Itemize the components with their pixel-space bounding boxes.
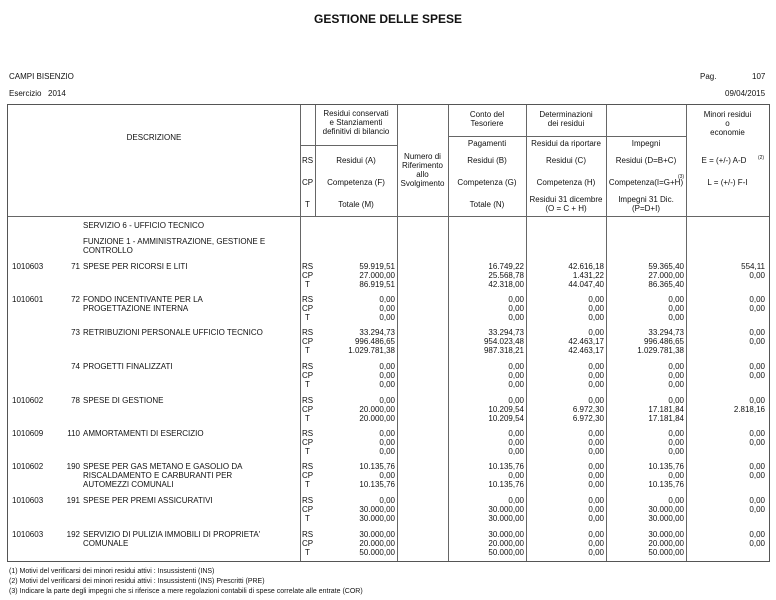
report-table (7, 104, 770, 562)
amount-e: 0,00 (749, 271, 765, 280)
row-type-label: T (305, 313, 310, 322)
amount-d: 0,00 (668, 362, 684, 371)
col-residui-d: Residui (D=B+C) (615, 156, 677, 165)
row-type-label: RS (301, 295, 314, 304)
footnote-2: (2) Motivi del verificarsi dei minori residui attivi : Insussistenti (INS) Prescritti (PRE) (9, 578, 265, 585)
amount-a: 27.000,00 (359, 271, 395, 280)
row-type-label: CP (301, 271, 314, 280)
col-residui-b: Residui (B) (467, 156, 507, 165)
amount-b: 30.000,00 (488, 514, 524, 523)
amount-b: 20.000,00 (488, 539, 524, 548)
amount-b: 954.023,48 (483, 337, 524, 346)
amount-c: 0,00 (588, 429, 604, 438)
row-type-label: RS (301, 429, 314, 438)
row-type-label: T (305, 380, 310, 389)
amount-d: 0,00 (668, 429, 684, 438)
amount-e: 0,00 (749, 471, 765, 480)
amount-a: 0,00 (379, 429, 395, 438)
amount-e: 0,00 (749, 539, 765, 548)
amount-b: 10.209,54 (488, 414, 524, 423)
amount-d: 50.000,00 (648, 548, 684, 557)
row-code: 1010601 (12, 295, 44, 304)
amount-c: 0,00 (588, 362, 604, 371)
amount-e: 0,00 (749, 295, 765, 304)
amount-b: 0,00 (508, 295, 524, 304)
amount-d: 0,00 (668, 371, 684, 380)
row-type-label: RS (301, 396, 314, 405)
row-type-label: T (305, 280, 310, 289)
amount-b: 0,00 (508, 304, 524, 313)
col-residui-31: Residui 31 dicembre (O = C + H) (529, 195, 603, 213)
amount-a: 0,00 (379, 371, 395, 380)
amount-a: 50.000,00 (359, 548, 395, 557)
amount-b: 0,00 (508, 380, 524, 389)
row-type-label: CP (301, 304, 314, 313)
divider (8, 216, 769, 217)
amount-c: 0,00 (588, 539, 604, 548)
col-totale-m: Totale (M) (338, 200, 374, 209)
amount-c: 0,00 (588, 380, 604, 389)
amount-e: 2.818,16 (733, 405, 765, 414)
row-description: RETRIBUZIONI PERSONALE UFFICIO TECNICO (83, 328, 263, 337)
col-impegni-31: Impegni 31 Dic. (P=D+I) (618, 195, 674, 213)
row-type-label: T (305, 414, 310, 423)
amount-b: 0,00 (508, 438, 524, 447)
row-number: 192 (66, 530, 80, 539)
amount-d: 10.135,76 (648, 462, 684, 471)
amount-a: 10.135,76 (359, 480, 395, 489)
row-type-label: T (305, 346, 310, 355)
row-description: FONDO INCENTIVANTE PER LA PROGETTAZIONE INTERNA (83, 295, 203, 313)
amount-d: 59.365,40 (648, 262, 684, 271)
col-competenza-h: Competenza (H) (536, 178, 596, 187)
amount-e: 0,00 (749, 530, 765, 539)
amount-a: 20.000,00 (359, 414, 395, 423)
row-number: 191 (66, 496, 80, 505)
row-description: SPESE PER PREMI ASSICURATIVI (83, 496, 213, 505)
row-code: 1010603 (12, 496, 44, 505)
col-pagamenti: Pagamenti (467, 139, 507, 148)
col-conto-tesoriere: Conto del Tesoriere (469, 110, 505, 128)
row-number: 73 (71, 328, 80, 337)
row-type-label: T (305, 514, 310, 523)
amount-c: 0,00 (588, 530, 604, 539)
label-cp: CP (301, 178, 314, 187)
amount-e: 0,00 (749, 396, 765, 405)
divider (300, 145, 397, 146)
amount-b: 0,00 (508, 362, 524, 371)
amount-c: 0,00 (588, 328, 604, 337)
amount-a: 0,00 (379, 313, 395, 322)
servizio-heading: SERVIZIO 6 - UFFICIO TECNICO (83, 221, 205, 230)
amount-a: 0,00 (379, 471, 395, 480)
amount-b: 25.568,78 (488, 271, 524, 280)
report-date: 09/04/2015 (725, 89, 766, 98)
row-number: 110 (67, 429, 80, 438)
amount-d: 30.000,00 (648, 505, 684, 514)
amount-d: 27.000,00 (648, 271, 684, 280)
ente-name: CAMPI BISENZIO (9, 72, 74, 81)
amount-c: 0,00 (588, 548, 604, 557)
row-number: 190 (66, 462, 80, 471)
row-type-label: T (305, 480, 310, 489)
amount-e: 0,00 (749, 328, 765, 337)
amount-c: 42.616,18 (568, 262, 604, 271)
amount-d: 0,00 (668, 438, 684, 447)
col-residui-riportare: Residui da riportare (531, 139, 601, 148)
amount-c: 0,00 (588, 438, 604, 447)
page-label: Pag. (700, 72, 717, 81)
row-number: 78 (71, 396, 80, 405)
page-title: GESTIONE DELLE SPESE (313, 12, 463, 26)
amount-a: 0,00 (379, 496, 395, 505)
funzione-heading: FUNZIONE 1 - AMMINISTRAZIONE, GESTIONE E CONTROLLO (83, 237, 266, 255)
amount-a: 0,00 (379, 362, 395, 371)
amount-b: 0,00 (508, 471, 524, 480)
amount-c: 0,00 (588, 480, 604, 489)
amount-b: 0,00 (508, 396, 524, 405)
amount-d: 10.135,76 (648, 480, 684, 489)
amount-c: 1.431,22 (572, 271, 604, 280)
row-code: 1010603 (12, 262, 44, 271)
amount-d: 0,00 (668, 295, 684, 304)
amount-e: 0,00 (749, 362, 765, 371)
footnote-ref-3: (3) (677, 174, 685, 180)
row-number: 72 (71, 295, 80, 304)
amount-b: 16.749,22 (488, 262, 524, 271)
col-residui-a: Residui (A) (336, 156, 376, 165)
amount-a: 30.000,00 (359, 530, 395, 539)
row-code: 1010602 (12, 462, 44, 471)
amount-d: 30.000,00 (648, 514, 684, 523)
col-determinazioni: Determinazioni dei residui (539, 110, 593, 128)
amount-a: 10.135,76 (359, 462, 395, 471)
amount-c: 0,00 (588, 313, 604, 322)
amount-b: 10.135,76 (488, 480, 524, 489)
col-numero-riferimento: Numero di Riferimento allo Svolgimento (400, 152, 445, 188)
row-number: 74 (71, 362, 80, 371)
col-residui-c: Residui (C) (545, 156, 586, 165)
page-number: 107 (752, 72, 766, 81)
row-type-label: CP (301, 405, 314, 414)
amount-d: 0,00 (668, 304, 684, 313)
amount-b: 10.135,76 (488, 462, 524, 471)
amount-b: 0,00 (508, 447, 524, 456)
row-description: SERVIZIO DI PULIZIA IMMOBILI DI PROPRIETA' COMUNALE (83, 530, 261, 548)
amount-c: 42.463,17 (568, 337, 604, 346)
amount-d: 996.486,65 (643, 337, 684, 346)
amount-c: 44.047,40 (568, 280, 604, 289)
amount-c: 0,00 (588, 447, 604, 456)
row-number: 71 (71, 262, 80, 271)
amount-e: 0,00 (749, 304, 765, 313)
amount-b: 30.000,00 (488, 505, 524, 514)
amount-d: 20.000,00 (648, 539, 684, 548)
footnote-3: (3) Indicare la parte degli impegni che si riferisce a mere regolazioni contabili di spese correlate alle entrate (COR) (9, 588, 363, 595)
amount-c: 0,00 (588, 396, 604, 405)
col-impegni: Impegni (631, 139, 661, 148)
row-type-label: RS (301, 496, 314, 505)
col-l-formula: L = (+/-) F-I (707, 178, 748, 187)
amount-c: 0,00 (588, 295, 604, 304)
row-type-label: CP (301, 337, 314, 346)
amount-e: 0,00 (749, 462, 765, 471)
col-competenza-g: Competenza (G) (457, 178, 517, 187)
esercizio-value: 2014 (48, 89, 66, 98)
row-type-label: CP (301, 371, 314, 380)
label-t: T (305, 200, 310, 209)
row-type-label: RS (301, 462, 314, 471)
amount-c: 0,00 (588, 505, 604, 514)
row-type-label: T (305, 447, 310, 456)
amount-a: 0,00 (379, 295, 395, 304)
amount-d: 0,00 (668, 496, 684, 505)
amount-d: 17.181,84 (648, 414, 684, 423)
amount-a: 0,00 (379, 304, 395, 313)
col-competenza-i: Competenza(I=G+H) (608, 178, 684, 187)
amount-b: 0,00 (508, 429, 524, 438)
amount-b: 0,00 (508, 313, 524, 322)
amount-a: 1.029.781,38 (348, 346, 395, 355)
amount-d: 30.000,00 (648, 530, 684, 539)
row-description: SPESE DI GESTIONE (83, 396, 164, 405)
row-type-label: RS (301, 362, 314, 371)
amount-a: 86.919,51 (359, 280, 395, 289)
col-competenza-f: Competenza (F) (327, 178, 385, 187)
amount-a: 59.919,51 (359, 262, 395, 271)
amount-d: 33.294,73 (648, 328, 684, 337)
col-minori-residui: Minori residui o economie (703, 110, 752, 137)
amount-d: 1.029.781,38 (637, 346, 684, 355)
amount-e: 0,00 (749, 438, 765, 447)
amount-c: 0,00 (588, 304, 604, 313)
amount-a: 0,00 (379, 380, 395, 389)
row-type-label: CP (301, 539, 314, 548)
amount-e: 0,00 (749, 505, 765, 514)
amount-b: 50.000,00 (488, 548, 524, 557)
amount-a: 0,00 (379, 396, 395, 405)
amount-c: 42.463,17 (568, 346, 604, 355)
amount-d: 0,00 (668, 396, 684, 405)
amount-e: 0,00 (749, 496, 765, 505)
amount-c: 0,00 (588, 462, 604, 471)
row-description: SPESE PER RICORSI E LITI (83, 262, 188, 271)
amount-d: 17.181,84 (648, 405, 684, 414)
row-type-label: RS (301, 262, 314, 271)
footnote-1: (1) Motivi del verificarsi dei minori residui attivi : Insussistenti (INS) (9, 568, 215, 575)
row-description: SPESE PER GAS METANO E GASOLIO DA RISCALDAMENTO E CARBURANTI PER AUTOMEZZI COMUNALI (83, 462, 243, 489)
col-totale-n: Totale (N) (469, 200, 505, 209)
col-descrizione: DESCRIZIONE (126, 133, 182, 142)
label-rs: RS (301, 156, 314, 165)
row-type-label: CP (301, 505, 314, 514)
row-code: 1010602 (12, 396, 44, 405)
amount-d: 0,00 (668, 380, 684, 389)
row-type-label: RS (301, 328, 314, 337)
footnote-ref-2: (2) (757, 155, 765, 161)
amount-c: 6.972,30 (572, 405, 604, 414)
amount-c: 0,00 (588, 471, 604, 480)
amount-a: 30.000,00 (359, 514, 395, 523)
amount-a: 0,00 (379, 447, 395, 456)
row-type-label: T (305, 548, 310, 557)
amount-b: 0,00 (508, 496, 524, 505)
row-code: 1010609 (12, 429, 44, 438)
row-code: 1010603 (12, 530, 44, 539)
amount-a: 20.000,00 (359, 405, 395, 414)
amount-a: 996.486,65 (354, 337, 395, 346)
esercizio-label: Esercizio (9, 89, 42, 98)
amount-b: 42.318,00 (488, 280, 524, 289)
row-type-label: RS (301, 530, 314, 539)
amount-d: 0,00 (668, 447, 684, 456)
amount-c: 6.972,30 (572, 414, 604, 423)
divider (448, 136, 686, 137)
amount-a: 0,00 (379, 438, 395, 447)
col-residui-conservati: Residui conservati e Stanziamenti definitivi di bilancio (322, 109, 390, 136)
row-type-label: CP (301, 471, 314, 480)
col-e-formula: E = (+/-) A-D (701, 156, 747, 165)
amount-a: 30.000,00 (359, 505, 395, 514)
amount-d: 0,00 (668, 313, 684, 322)
row-description: AMMORTAMENTI DI ESERCIZIO (83, 429, 204, 438)
amount-e: 0,00 (749, 429, 765, 438)
amount-b: 33.294,73 (488, 328, 524, 337)
amount-a: 20.000,00 (359, 539, 395, 548)
amount-c: 0,00 (588, 496, 604, 505)
amount-d: 0,00 (668, 471, 684, 480)
amount-b: 0,00 (508, 371, 524, 380)
amount-d: 86.365,40 (648, 280, 684, 289)
amount-b: 10.209,54 (488, 405, 524, 414)
amount-e: 554,11 (741, 262, 765, 271)
amount-c: 0,00 (588, 371, 604, 380)
amount-a: 33.294,73 (359, 328, 395, 337)
row-type-label: CP (301, 438, 314, 447)
amount-c: 0,00 (588, 514, 604, 523)
amount-e: 0,00 (749, 337, 765, 346)
amount-e: 0,00 (749, 371, 765, 380)
row-description: PROGETTI FINALIZZATI (83, 362, 173, 371)
amount-b: 30.000,00 (488, 530, 524, 539)
amount-b: 987.318,21 (483, 346, 524, 355)
